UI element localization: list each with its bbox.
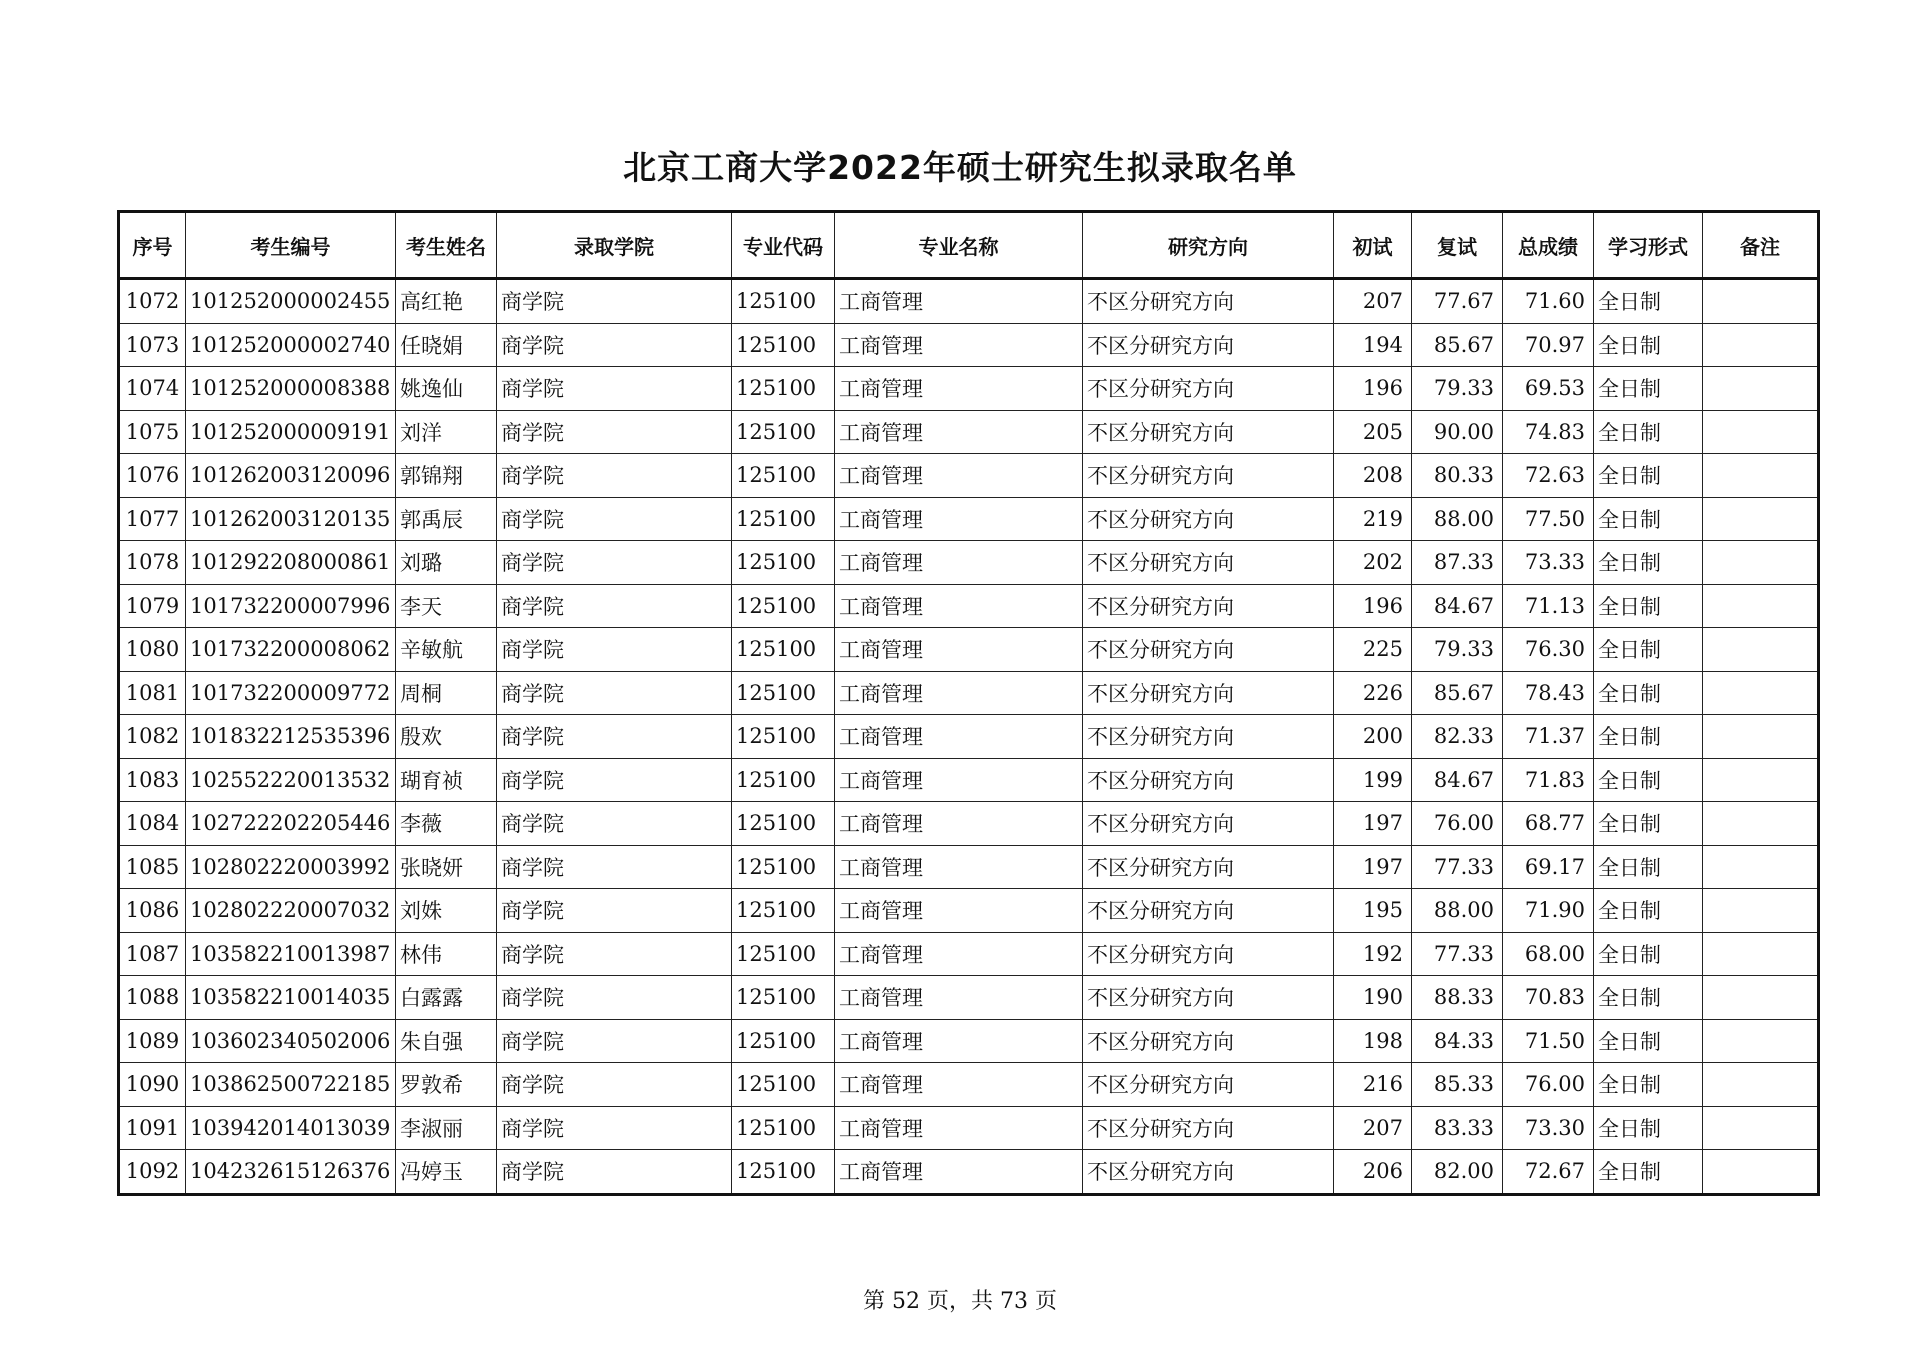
candidate-name-cell: 郭禹辰 bbox=[396, 497, 497, 541]
major-code-cell: 125100 bbox=[732, 323, 835, 367]
candidate-name-cell: 姚逸仙 bbox=[396, 367, 497, 411]
major-code-cell: 125100 bbox=[732, 889, 835, 933]
research-direction-cell: 不区分研究方向 bbox=[1083, 454, 1334, 498]
candidate-name-cell: 郭锦翔 bbox=[396, 454, 497, 498]
total-score-cell: 68.77 bbox=[1503, 802, 1594, 846]
study-mode-cell: 全日制 bbox=[1594, 889, 1703, 933]
candidate-name-cell: 刘洋 bbox=[396, 410, 497, 454]
candidate-name-cell: 瑚育祯 bbox=[396, 758, 497, 802]
seq-cell: 1083 bbox=[119, 758, 186, 802]
seq-cell: 1081 bbox=[119, 671, 186, 715]
candidate-id-cell: 103942014013039 bbox=[186, 1106, 396, 1150]
seq-cell: 1084 bbox=[119, 802, 186, 846]
table-row bbox=[119, 584, 1819, 628]
research-direction-cell: 不区分研究方向 bbox=[1083, 845, 1334, 889]
major-name-cell: 工商管理 bbox=[835, 845, 1083, 889]
header-retest-score: 复试 bbox=[1412, 212, 1503, 279]
candidate-name-cell: 殷欢 bbox=[396, 715, 497, 759]
table-row bbox=[119, 976, 1819, 1020]
candidate-name-cell: 张晓妍 bbox=[396, 845, 497, 889]
study-mode-cell: 全日制 bbox=[1594, 976, 1703, 1020]
candidate-id-cell: 104232615126376 bbox=[186, 1150, 396, 1195]
research-direction-cell: 不区分研究方向 bbox=[1083, 279, 1334, 324]
major-code-cell: 125100 bbox=[732, 454, 835, 498]
seq-cell: 1072 bbox=[119, 279, 186, 324]
study-mode-cell: 全日制 bbox=[1594, 1063, 1703, 1107]
major-name-cell: 工商管理 bbox=[835, 497, 1083, 541]
candidate-name-cell: 辛敏航 bbox=[396, 628, 497, 672]
total-score-cell: 77.50 bbox=[1503, 497, 1594, 541]
total-score-cell: 72.63 bbox=[1503, 454, 1594, 498]
admission-table bbox=[117, 210, 1820, 1196]
retest-score-cell: 77.33 bbox=[1412, 932, 1503, 976]
major-name-cell: 工商管理 bbox=[835, 1150, 1083, 1195]
seq-cell: 1089 bbox=[119, 1019, 186, 1063]
retest-score-cell: 85.67 bbox=[1412, 323, 1503, 367]
retest-score-cell: 77.67 bbox=[1412, 279, 1503, 324]
table-row bbox=[119, 410, 1819, 454]
college-cell: 商学院 bbox=[497, 802, 732, 846]
retest-score-cell: 77.33 bbox=[1412, 845, 1503, 889]
candidate-id-cell: 103582210014035 bbox=[186, 976, 396, 1020]
remarks-cell bbox=[1703, 628, 1819, 672]
header-research-direction: 研究方向 bbox=[1083, 212, 1334, 279]
college-cell: 商学院 bbox=[497, 715, 732, 759]
retest-score-cell: 88.33 bbox=[1412, 976, 1503, 1020]
remarks-cell bbox=[1703, 1106, 1819, 1150]
major-name-cell: 工商管理 bbox=[835, 976, 1083, 1020]
research-direction-cell: 不区分研究方向 bbox=[1083, 932, 1334, 976]
table-row bbox=[119, 715, 1819, 759]
major-code-cell: 125100 bbox=[732, 715, 835, 759]
candidate-id-cell: 101262003120096 bbox=[186, 454, 396, 498]
college-cell: 商学院 bbox=[497, 323, 732, 367]
initial-score-cell: 197 bbox=[1334, 845, 1412, 889]
candidate-name-cell: 刘璐 bbox=[396, 541, 497, 585]
candidate-name-cell: 冯婷玉 bbox=[396, 1150, 497, 1195]
retest-score-cell: 83.33 bbox=[1412, 1106, 1503, 1150]
college-cell: 商学院 bbox=[497, 1106, 732, 1150]
research-direction-cell: 不区分研究方向 bbox=[1083, 497, 1334, 541]
initial-score-cell: 192 bbox=[1334, 932, 1412, 976]
major-code-cell: 125100 bbox=[732, 279, 835, 324]
candidate-name-cell: 白露露 bbox=[396, 976, 497, 1020]
major-code-cell: 125100 bbox=[732, 497, 835, 541]
research-direction-cell: 不区分研究方向 bbox=[1083, 976, 1334, 1020]
total-score-cell: 73.33 bbox=[1503, 541, 1594, 585]
initial-score-cell: 226 bbox=[1334, 671, 1412, 715]
total-score-cell: 71.60 bbox=[1503, 279, 1594, 324]
college-cell: 商学院 bbox=[497, 541, 732, 585]
table-row bbox=[119, 1019, 1819, 1063]
remarks-cell bbox=[1703, 1150, 1819, 1195]
college-cell: 商学院 bbox=[497, 976, 732, 1020]
initial-score-cell: 216 bbox=[1334, 1063, 1412, 1107]
initial-score-cell: 199 bbox=[1334, 758, 1412, 802]
study-mode-cell: 全日制 bbox=[1594, 932, 1703, 976]
study-mode-cell: 全日制 bbox=[1594, 628, 1703, 672]
research-direction-cell: 不区分研究方向 bbox=[1083, 715, 1334, 759]
table-row bbox=[119, 454, 1819, 498]
retest-score-cell: 84.33 bbox=[1412, 1019, 1503, 1063]
major-code-cell: 125100 bbox=[732, 671, 835, 715]
remarks-cell bbox=[1703, 541, 1819, 585]
candidate-name-cell: 高红艳 bbox=[396, 279, 497, 324]
initial-score-cell: 196 bbox=[1334, 367, 1412, 411]
initial-score-cell: 195 bbox=[1334, 889, 1412, 933]
remarks-cell bbox=[1703, 1063, 1819, 1107]
research-direction-cell: 不区分研究方向 bbox=[1083, 410, 1334, 454]
major-name-cell: 工商管理 bbox=[835, 279, 1083, 324]
candidate-id-cell: 102552220013532 bbox=[186, 758, 396, 802]
header-candidate-id: 考生编号 bbox=[186, 212, 396, 279]
study-mode-cell: 全日制 bbox=[1594, 845, 1703, 889]
table-row bbox=[119, 323, 1819, 367]
study-mode-cell: 全日制 bbox=[1594, 1150, 1703, 1195]
major-name-cell: 工商管理 bbox=[835, 802, 1083, 846]
research-direction-cell: 不区分研究方向 bbox=[1083, 1106, 1334, 1150]
candidate-name-cell: 刘姝 bbox=[396, 889, 497, 933]
total-score-cell: 73.30 bbox=[1503, 1106, 1594, 1150]
major-name-cell: 工商管理 bbox=[835, 1106, 1083, 1150]
retest-score-cell: 76.00 bbox=[1412, 802, 1503, 846]
header-study-mode: 学习形式 bbox=[1594, 212, 1703, 279]
header-major-code: 专业代码 bbox=[732, 212, 835, 279]
candidate-id-cell: 101252000008388 bbox=[186, 367, 396, 411]
retest-score-cell: 85.67 bbox=[1412, 671, 1503, 715]
initial-score-cell: 208 bbox=[1334, 454, 1412, 498]
major-code-cell: 125100 bbox=[732, 845, 835, 889]
major-code-cell: 125100 bbox=[732, 367, 835, 411]
initial-score-cell: 200 bbox=[1334, 715, 1412, 759]
initial-score-cell: 198 bbox=[1334, 1019, 1412, 1063]
research-direction-cell: 不区分研究方向 bbox=[1083, 367, 1334, 411]
remarks-cell bbox=[1703, 976, 1819, 1020]
study-mode-cell: 全日制 bbox=[1594, 671, 1703, 715]
retest-score-cell: 84.67 bbox=[1412, 584, 1503, 628]
remarks-cell bbox=[1703, 279, 1819, 324]
study-mode-cell: 全日制 bbox=[1594, 715, 1703, 759]
candidate-id-cell: 101292208000861 bbox=[186, 541, 396, 585]
study-mode-cell: 全日制 bbox=[1594, 410, 1703, 454]
remarks-cell bbox=[1703, 410, 1819, 454]
study-mode-cell: 全日制 bbox=[1594, 1106, 1703, 1150]
remarks-cell bbox=[1703, 1019, 1819, 1063]
major-name-cell: 工商管理 bbox=[835, 1019, 1083, 1063]
seq-cell: 1091 bbox=[119, 1106, 186, 1150]
seq-cell: 1079 bbox=[119, 584, 186, 628]
page-footer: 第 52 页，共 73 页 bbox=[863, 1289, 1057, 1314]
candidate-name-cell: 李淑丽 bbox=[396, 1106, 497, 1150]
research-direction-cell: 不区分研究方向 bbox=[1083, 1150, 1334, 1195]
initial-score-cell: 197 bbox=[1334, 802, 1412, 846]
remarks-cell bbox=[1703, 758, 1819, 802]
study-mode-cell: 全日制 bbox=[1594, 541, 1703, 585]
research-direction-cell: 不区分研究方向 bbox=[1083, 584, 1334, 628]
header-seq: 序号 bbox=[119, 212, 186, 279]
total-score-cell: 71.50 bbox=[1503, 1019, 1594, 1063]
study-mode-cell: 全日制 bbox=[1594, 367, 1703, 411]
total-score-cell: 76.00 bbox=[1503, 1063, 1594, 1107]
seq-cell: 1085 bbox=[119, 845, 186, 889]
major-name-cell: 工商管理 bbox=[835, 541, 1083, 585]
research-direction-cell: 不区分研究方向 bbox=[1083, 541, 1334, 585]
candidate-id-cell: 102802220007032 bbox=[186, 889, 396, 933]
research-direction-cell: 不区分研究方向 bbox=[1083, 758, 1334, 802]
study-mode-cell: 全日制 bbox=[1594, 497, 1703, 541]
retest-score-cell: 82.33 bbox=[1412, 715, 1503, 759]
remarks-cell bbox=[1703, 802, 1819, 846]
candidate-id-cell: 103582210013987 bbox=[186, 932, 396, 976]
header-college: 录取学院 bbox=[497, 212, 732, 279]
seq-cell: 1086 bbox=[119, 889, 186, 933]
research-direction-cell: 不区分研究方向 bbox=[1083, 323, 1334, 367]
major-code-cell: 125100 bbox=[732, 1106, 835, 1150]
total-score-cell: 71.13 bbox=[1503, 584, 1594, 628]
major-name-cell: 工商管理 bbox=[835, 454, 1083, 498]
total-score-cell: 71.83 bbox=[1503, 758, 1594, 802]
seq-cell: 1088 bbox=[119, 976, 186, 1020]
major-code-cell: 125100 bbox=[732, 1063, 835, 1107]
major-code-cell: 125100 bbox=[732, 976, 835, 1020]
initial-score-cell: 219 bbox=[1334, 497, 1412, 541]
total-score-cell: 71.37 bbox=[1503, 715, 1594, 759]
major-code-cell: 125100 bbox=[732, 410, 835, 454]
candidate-name-cell: 任晓娟 bbox=[396, 323, 497, 367]
college-cell: 商学院 bbox=[497, 584, 732, 628]
remarks-cell bbox=[1703, 715, 1819, 759]
college-cell: 商学院 bbox=[497, 410, 732, 454]
major-name-cell: 工商管理 bbox=[835, 1063, 1083, 1107]
research-direction-cell: 不区分研究方向 bbox=[1083, 671, 1334, 715]
major-name-cell: 工商管理 bbox=[835, 671, 1083, 715]
page-title: 北京工商大学2022年硕士研究生拟录取名单 bbox=[623, 148, 1297, 187]
header-total-score: 总成绩 bbox=[1503, 212, 1594, 279]
major-code-cell: 125100 bbox=[732, 584, 835, 628]
research-direction-cell: 不区分研究方向 bbox=[1083, 802, 1334, 846]
research-direction-cell: 不区分研究方向 bbox=[1083, 628, 1334, 672]
seq-cell: 1074 bbox=[119, 367, 186, 411]
table-row bbox=[119, 802, 1819, 846]
college-cell: 商学院 bbox=[497, 1019, 732, 1063]
header-major-name: 专业名称 bbox=[835, 212, 1083, 279]
candidate-name-cell: 林伟 bbox=[396, 932, 497, 976]
candidate-id-cell: 101732200007996 bbox=[186, 584, 396, 628]
total-score-cell: 72.67 bbox=[1503, 1150, 1594, 1195]
remarks-cell bbox=[1703, 845, 1819, 889]
remarks-cell bbox=[1703, 671, 1819, 715]
candidate-name-cell: 李薇 bbox=[396, 802, 497, 846]
college-cell: 商学院 bbox=[497, 889, 732, 933]
study-mode-cell: 全日制 bbox=[1594, 279, 1703, 324]
candidate-name-cell: 罗敦希 bbox=[396, 1063, 497, 1107]
header-candidate-name: 考生姓名 bbox=[396, 212, 497, 279]
major-name-cell: 工商管理 bbox=[835, 367, 1083, 411]
header-initial-score: 初试 bbox=[1334, 212, 1412, 279]
initial-score-cell: 225 bbox=[1334, 628, 1412, 672]
table-row bbox=[119, 367, 1819, 411]
total-score-cell: 69.17 bbox=[1503, 845, 1594, 889]
remarks-cell bbox=[1703, 454, 1819, 498]
seq-cell: 1092 bbox=[119, 1150, 186, 1195]
study-mode-cell: 全日制 bbox=[1594, 584, 1703, 628]
research-direction-cell: 不区分研究方向 bbox=[1083, 889, 1334, 933]
candidate-id-cell: 101732200008062 bbox=[186, 628, 396, 672]
table-row bbox=[119, 497, 1819, 541]
retest-score-cell: 80.33 bbox=[1412, 454, 1503, 498]
retest-score-cell: 85.33 bbox=[1412, 1063, 1503, 1107]
candidate-id-cell: 103862500722185 bbox=[186, 1063, 396, 1107]
candidate-id-cell: 101252000002740 bbox=[186, 323, 396, 367]
candidate-name-cell: 朱自强 bbox=[396, 1019, 497, 1063]
initial-score-cell: 196 bbox=[1334, 584, 1412, 628]
college-cell: 商学院 bbox=[497, 845, 732, 889]
major-name-cell: 工商管理 bbox=[835, 410, 1083, 454]
table-row bbox=[119, 671, 1819, 715]
initial-score-cell: 205 bbox=[1334, 410, 1412, 454]
seq-cell: 1073 bbox=[119, 323, 186, 367]
table-row bbox=[119, 758, 1819, 802]
study-mode-cell: 全日制 bbox=[1594, 1019, 1703, 1063]
seq-cell: 1090 bbox=[119, 1063, 186, 1107]
major-code-cell: 125100 bbox=[732, 932, 835, 976]
candidate-id-cell: 101832212535396 bbox=[186, 715, 396, 759]
study-mode-cell: 全日制 bbox=[1594, 454, 1703, 498]
table-row bbox=[119, 1150, 1819, 1195]
retest-score-cell: 79.33 bbox=[1412, 628, 1503, 672]
major-name-cell: 工商管理 bbox=[835, 715, 1083, 759]
initial-score-cell: 206 bbox=[1334, 1150, 1412, 1195]
table-row bbox=[119, 1106, 1819, 1150]
seq-cell: 1087 bbox=[119, 932, 186, 976]
study-mode-cell: 全日制 bbox=[1594, 802, 1703, 846]
candidate-id-cell: 101252000009191 bbox=[186, 410, 396, 454]
retest-score-cell: 88.00 bbox=[1412, 889, 1503, 933]
major-code-cell: 125100 bbox=[732, 802, 835, 846]
college-cell: 商学院 bbox=[497, 758, 732, 802]
table-row bbox=[119, 889, 1819, 933]
candidate-id-cell: 103602340502006 bbox=[186, 1019, 396, 1063]
table-header-row bbox=[119, 212, 1819, 279]
total-score-cell: 78.43 bbox=[1503, 671, 1594, 715]
initial-score-cell: 194 bbox=[1334, 323, 1412, 367]
major-code-cell: 125100 bbox=[732, 758, 835, 802]
study-mode-cell: 全日制 bbox=[1594, 758, 1703, 802]
retest-score-cell: 88.00 bbox=[1412, 497, 1503, 541]
total-score-cell: 71.90 bbox=[1503, 889, 1594, 933]
seq-cell: 1076 bbox=[119, 454, 186, 498]
college-cell: 商学院 bbox=[497, 367, 732, 411]
total-score-cell: 70.83 bbox=[1503, 976, 1594, 1020]
table-row bbox=[119, 541, 1819, 585]
total-score-cell: 76.30 bbox=[1503, 628, 1594, 672]
college-cell: 商学院 bbox=[497, 1150, 732, 1195]
college-cell: 商学院 bbox=[497, 1063, 732, 1107]
retest-score-cell: 87.33 bbox=[1412, 541, 1503, 585]
research-direction-cell: 不区分研究方向 bbox=[1083, 1063, 1334, 1107]
candidate-id-cell: 101262003120135 bbox=[186, 497, 396, 541]
major-code-cell: 125100 bbox=[732, 1150, 835, 1195]
college-cell: 商学院 bbox=[497, 497, 732, 541]
candidate-id-cell: 101252000002455 bbox=[186, 279, 396, 324]
major-code-cell: 125100 bbox=[732, 541, 835, 585]
seq-cell: 1080 bbox=[119, 628, 186, 672]
retest-score-cell: 82.00 bbox=[1412, 1150, 1503, 1195]
total-score-cell: 70.97 bbox=[1503, 323, 1594, 367]
major-code-cell: 125100 bbox=[732, 628, 835, 672]
major-code-cell: 125100 bbox=[732, 1019, 835, 1063]
table-row bbox=[119, 932, 1819, 976]
major-name-cell: 工商管理 bbox=[835, 323, 1083, 367]
college-cell: 商学院 bbox=[497, 671, 732, 715]
table-row bbox=[119, 628, 1819, 672]
table-row bbox=[119, 1063, 1819, 1107]
header-remarks: 备注 bbox=[1703, 212, 1819, 279]
remarks-cell bbox=[1703, 323, 1819, 367]
college-cell: 商学院 bbox=[497, 454, 732, 498]
seq-cell: 1075 bbox=[119, 410, 186, 454]
candidate-id-cell: 101732200009772 bbox=[186, 671, 396, 715]
initial-score-cell: 190 bbox=[1334, 976, 1412, 1020]
candidate-id-cell: 102722202205446 bbox=[186, 802, 396, 846]
seq-cell: 1082 bbox=[119, 715, 186, 759]
remarks-cell bbox=[1703, 367, 1819, 411]
remarks-cell bbox=[1703, 584, 1819, 628]
major-name-cell: 工商管理 bbox=[835, 584, 1083, 628]
college-cell: 商学院 bbox=[497, 628, 732, 672]
candidate-id-cell: 102802220003992 bbox=[186, 845, 396, 889]
total-score-cell: 74.83 bbox=[1503, 410, 1594, 454]
study-mode-cell: 全日制 bbox=[1594, 323, 1703, 367]
research-direction-cell: 不区分研究方向 bbox=[1083, 1019, 1334, 1063]
initial-score-cell: 207 bbox=[1334, 279, 1412, 324]
retest-score-cell: 84.67 bbox=[1412, 758, 1503, 802]
candidate-name-cell: 李天 bbox=[396, 584, 497, 628]
candidate-name-cell: 周桐 bbox=[396, 671, 497, 715]
major-name-cell: 工商管理 bbox=[835, 758, 1083, 802]
seq-cell: 1078 bbox=[119, 541, 186, 585]
college-cell: 商学院 bbox=[497, 932, 732, 976]
initial-score-cell: 207 bbox=[1334, 1106, 1412, 1150]
total-score-cell: 69.53 bbox=[1503, 367, 1594, 411]
remarks-cell bbox=[1703, 932, 1819, 976]
retest-score-cell: 79.33 bbox=[1412, 367, 1503, 411]
college-cell: 商学院 bbox=[497, 279, 732, 324]
major-name-cell: 工商管理 bbox=[835, 628, 1083, 672]
table-row bbox=[119, 279, 1819, 324]
retest-score-cell: 90.00 bbox=[1412, 410, 1503, 454]
initial-score-cell: 202 bbox=[1334, 541, 1412, 585]
remarks-cell bbox=[1703, 889, 1819, 933]
major-name-cell: 工商管理 bbox=[835, 889, 1083, 933]
table-row bbox=[119, 845, 1819, 889]
major-name-cell: 工商管理 bbox=[835, 932, 1083, 976]
remarks-cell bbox=[1703, 497, 1819, 541]
total-score-cell: 68.00 bbox=[1503, 932, 1594, 976]
seq-cell: 1077 bbox=[119, 497, 186, 541]
